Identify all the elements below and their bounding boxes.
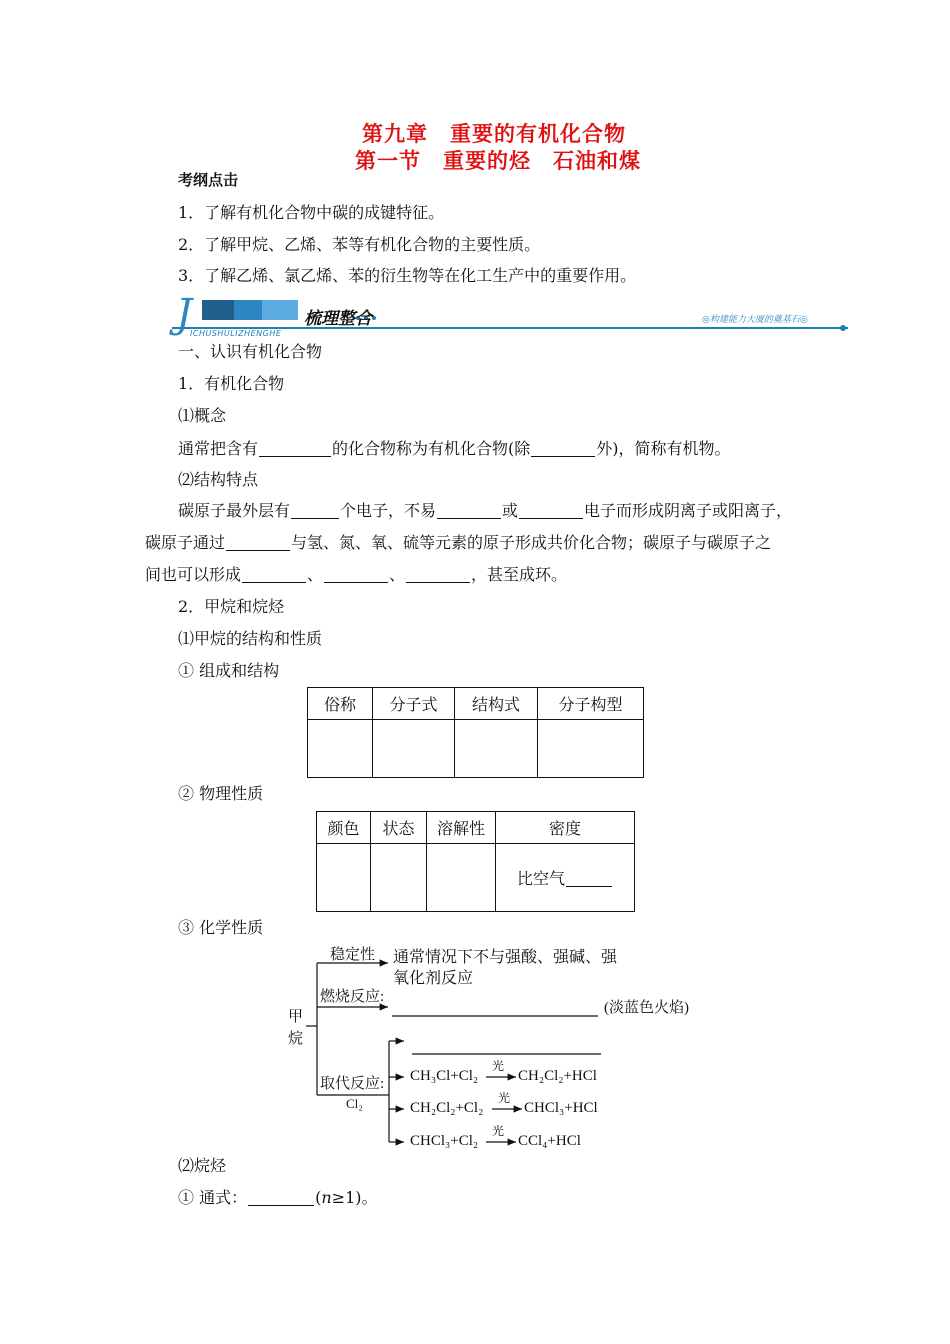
table-header: 状态 [371,812,427,844]
banner-label: 梳理整合 [304,309,372,329]
text: 间也可以形成 [145,565,242,584]
stability-text: 通常情况下不与强酸、强碱、强 [393,947,618,966]
text: 、 [307,565,324,584]
condition-label: 光 [498,1091,511,1105]
fill-blank[interactable] [324,566,388,583]
text: ① 通式： [178,1188,248,1207]
fill-blank[interactable] [226,534,290,551]
outline-item: 3．了解乙烯、氯乙烯、苯的衍生物等在化工生产中的重要作用。 [178,266,637,285]
fill-blank[interactable] [531,440,595,457]
stability-text: 氧化剂反应 [393,968,474,987]
table-cell[interactable] [308,720,373,778]
concept-line [178,436,731,459]
banner-dot [372,316,376,320]
text: 外)，简称有机物。 [596,439,731,458]
fill-blank[interactable] [248,1189,314,1206]
reaction-products: CH₂Cl₂+HCl [518,1068,597,1084]
text: 电子而形成阴离子或阳离子， [584,501,793,520]
item-heading: ⑴甲烷的结构和性质 [178,629,323,648]
table-cell[interactable] [317,844,371,912]
text: ≥1)。 [331,1188,378,1207]
table-header: 分子构型 [538,688,644,720]
item-heading: ① 组成和结构 [178,661,280,680]
reaction-products: CHCl₃+HCl [524,1100,598,1116]
chapter-title: 第九章 重要的有机化合物 [362,122,626,146]
table-header: 密度 [496,812,635,844]
item-heading: ② 物理性质 [178,784,264,803]
table-cell[interactable] [371,844,427,912]
banner-pinyin: ICHUSHULIZHENGHE [190,329,282,338]
banner-dot [840,325,846,331]
structure-line [145,562,567,585]
table-header: 溶解性 [427,812,496,844]
reaction-reactants: CH₃Cl+Cl₂ [410,1068,479,1084]
text: ，甚至成环。 [471,565,568,584]
table-header: 结构式 [455,688,538,720]
fill-blank[interactable] [437,502,501,519]
subsection-heading: 2．甲烷和烷烃 [178,597,285,616]
root-label-top: 甲 [288,1009,304,1025]
table-header: 颜色 [317,812,371,844]
text: 通常把含有 [178,439,259,458]
outline-item: 2．了解甲烷、乙烯、苯等有机化合物的主要性质。 [178,235,541,254]
substitution-label: 取代反应: [320,1076,385,1092]
combustion-note: (淡蓝色火焰) [604,1000,689,1016]
table-cell [496,844,635,912]
density-text: 比空气 [516,869,565,888]
structure-line [145,530,771,553]
fill-blank[interactable] [519,502,583,519]
reagent-label: Cl₂ [346,1096,363,1111]
table-header: 分子式 [373,688,455,720]
text: 与氢、氮、氧、硫等元素的原子形成共价化合物；碳原子与碳原子之 [291,533,772,552]
text: 碳原子通过 [145,533,226,552]
table-cell[interactable] [373,720,455,778]
formula-line [178,1185,378,1208]
section-title: 第一节 重要的烃 石油和煤 [355,149,641,173]
item-heading: ⑵结构特点 [178,470,259,489]
fill-blank[interactable] [242,566,306,583]
condition-label: 光 [492,1059,505,1073]
item-heading: ③ 化学性质 [178,918,264,937]
fill-blank[interactable] [291,502,339,519]
fill-blank[interactable] [406,566,470,583]
structure-line [178,498,792,521]
table-cell[interactable] [455,720,538,778]
banner-block [262,300,298,320]
text: 个电子，不易 [340,501,437,520]
item-heading: ⑴概念 [178,406,227,425]
text: 或 [502,501,519,520]
banner-letter: J [176,291,193,337]
composition-table [307,687,644,778]
item-heading: ⑵烷烃 [178,1156,227,1175]
table-row [317,844,635,912]
fill-blank[interactable] [566,870,612,887]
text: 、 [389,565,406,584]
reaction-products: CCl₄+HCl [518,1133,581,1149]
banner-slogan: ◎构建能力大厦的奠基石◎ [702,315,808,325]
table-row [308,720,644,778]
text: ( [315,1188,322,1207]
condition-label: 光 [492,1124,505,1138]
text: 碳原子最外层有 [178,501,291,520]
outline-item: 1．了解有机化合物中碳的成键特征。 [178,203,445,222]
combustion-label: 燃烧反应: [320,989,385,1005]
subsection-heading: 1．有机化合物 [178,374,285,393]
section-heading: 一、认识有机化合物 [178,342,323,361]
table-header-row [308,688,644,720]
physical-table [316,811,635,912]
stability-label: 稳定性 [330,947,376,963]
table-cell[interactable] [427,844,496,912]
reaction-reactants: CHCl₃+Cl₂ [410,1133,479,1149]
variable-n: n [321,1188,332,1207]
root-label-bottom: 烷 [288,1031,304,1047]
fill-blank[interactable] [259,440,331,457]
reaction-reactants: CH₂Cl₂+Cl₂ [410,1100,484,1116]
table-cell[interactable] [538,720,644,778]
table-header: 俗称 [308,688,373,720]
outline-heading: 考纲点击 [178,171,239,189]
table-header-row [317,812,635,844]
text: 的化合物称为有机化合物(除 [332,439,531,458]
